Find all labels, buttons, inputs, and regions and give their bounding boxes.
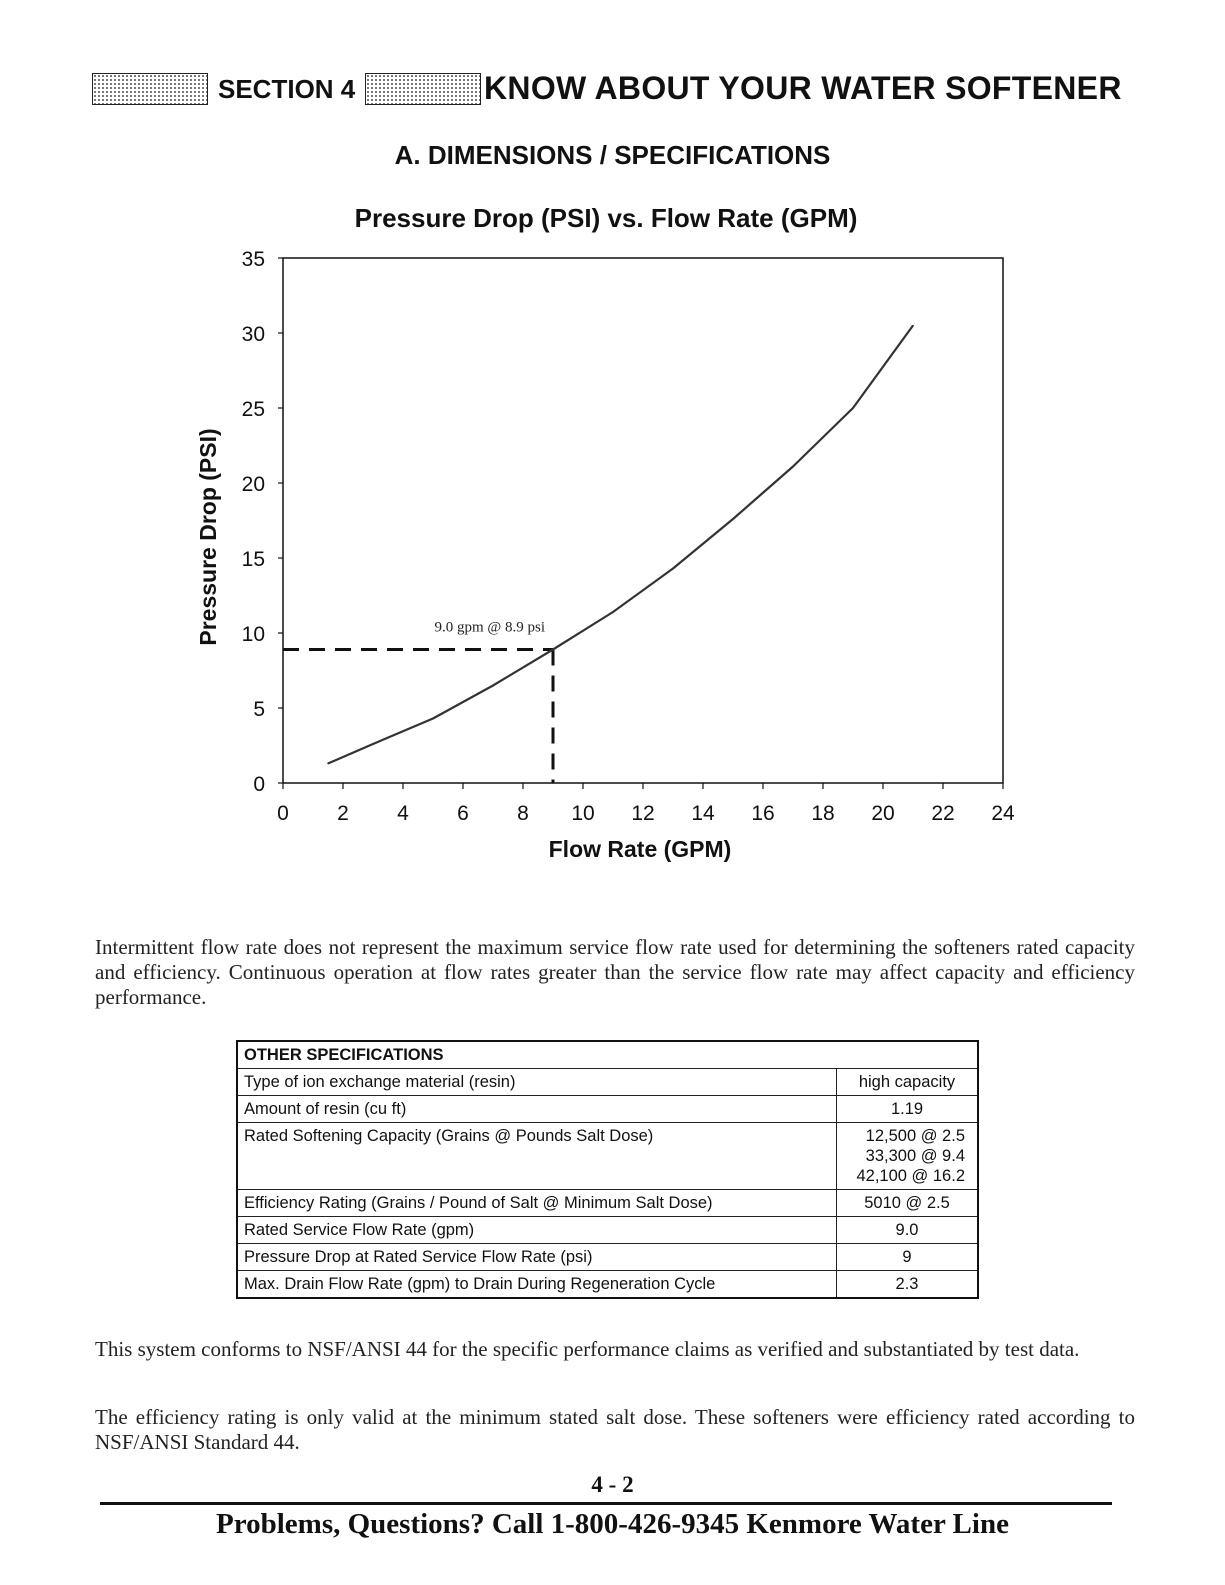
efficiency-note: The efficiency rating is only valid at the minimum stated salt dose. These softeners were efficiency rated according to NSF/ANSI Standard 44. — [95, 1405, 1135, 1454]
series-point — [612, 611, 614, 613]
series-point — [552, 649, 554, 651]
intermittent-flow-note: Intermittent flow rate does not represent the maximum service flow rate used for determining the softeners rated capacity and efficiency. Continuous operation at flow rates greater than the service flow rate may affect capacity and efficiency performance. — [95, 935, 1135, 1009]
y-axis-ticks — [242, 248, 283, 796]
spec-value — [837, 1123, 979, 1190]
x-tick-label: 6 — [457, 802, 469, 825]
spec-label: Amount of resin (cu ft) — [237, 1096, 837, 1123]
spec-label: Rated Softening Capacity (Grains @ Pounds Salt Dose) — [237, 1123, 837, 1190]
series-point — [672, 568, 674, 570]
series-point — [372, 743, 374, 745]
x-tick-label: 20 — [871, 802, 895, 825]
spec-value-line: 42,100 @ 16.2 — [856, 1167, 965, 1185]
spec-value: 5010 @ 2.5 — [837, 1190, 979, 1217]
spec-value-line: 12,500 @ 2.5 — [865, 1127, 965, 1145]
x-tick-label: 16 — [751, 802, 775, 825]
chart-svg — [0, 195, 1225, 875]
table-heading: OTHER SPECIFICATIONS — [237, 1041, 978, 1069]
x-tick-label: 12 — [631, 802, 655, 825]
y-tick-label: 0 — [253, 773, 265, 796]
x-tick-label: 18 — [811, 802, 835, 825]
pressure-drop-chart — [0, 195, 1225, 875]
spec-value: high capacity — [837, 1069, 979, 1096]
x-tick-label: 8 — [517, 802, 529, 825]
x-tick-label: 0 — [277, 802, 289, 825]
footer-helpline: Problems, Questions? Call 1-800-426-9345 Kenmore Water Line — [216, 1508, 1009, 1540]
series-point — [732, 518, 734, 520]
spec-value: 9 — [837, 1244, 979, 1271]
spec-label: Pressure Drop at Rated Service Flow Rate (psi) — [237, 1244, 837, 1271]
y-tick-label: 30 — [241, 323, 265, 346]
spec-value: 1.19 — [837, 1096, 979, 1123]
series-point — [492, 685, 494, 687]
y-axis-label: Pressure Drop (PSI) — [195, 428, 221, 646]
y-tick-label: 25 — [241, 398, 265, 421]
table-row — [237, 1271, 978, 1299]
y-tick-label: 15 — [241, 548, 265, 571]
x-axis-label: Flow Rate (GPM) — [548, 836, 732, 862]
footer-divider — [100, 1502, 1112, 1505]
page-number: 4 - 2 — [591, 1472, 634, 1497]
other-specifications-table — [236, 1040, 979, 1299]
subheading — [0, 140, 1225, 171]
header-pattern-block — [92, 73, 208, 105]
spec-label: Max. Drain Flow Rate (gpm) to Drain During Regeneration Cycle — [237, 1271, 837, 1299]
y-tick-label: 10 — [241, 623, 265, 646]
header-pattern-block — [365, 73, 481, 105]
spec-value-line: 33,300 @ 9.4 — [865, 1147, 965, 1165]
series-point — [852, 407, 854, 409]
x-tick-label: 14 — [691, 802, 715, 825]
x-tick-label: 4 — [397, 802, 409, 825]
y-tick-label: 20 — [241, 473, 265, 496]
series-line — [328, 326, 913, 764]
table-row — [237, 1217, 978, 1244]
section-label: SECTION 4 — [218, 74, 356, 104]
x-axis-ticks — [277, 783, 1015, 825]
series-point — [792, 466, 794, 468]
y-tick-label: 5 — [253, 698, 265, 721]
table-row — [237, 1096, 978, 1123]
table-row — [237, 1069, 978, 1096]
chart-title: Pressure Drop (PSI) vs. Flow Rate (GPM) — [354, 203, 858, 233]
spec-label: Type of ion exchange material (resin) — [237, 1069, 837, 1096]
plot-frame — [283, 258, 1003, 783]
table-row — [237, 1244, 978, 1271]
x-tick-label: 22 — [931, 802, 955, 825]
spec-value: 2.3 — [837, 1271, 979, 1299]
x-tick-label: 2 — [337, 802, 349, 825]
x-tick-label: 24 — [991, 802, 1015, 825]
table-row — [237, 1190, 978, 1217]
page-title: KNOW ABOUT YOUR WATER SOFTENER — [484, 70, 1122, 106]
section-header — [92, 70, 1122, 110]
spec-label: Rated Service Flow Rate (gpm) — [237, 1217, 837, 1244]
subheading-text: A. DIMENSIONS / SPECIFICATIONS — [394, 140, 831, 170]
series-group — [327, 325, 914, 765]
series-point — [432, 718, 434, 720]
x-tick-label: 10 — [571, 802, 595, 825]
annotation-label: 9.0 gpm @ 8.9 psi — [434, 619, 545, 636]
spec-label: Efficiency Rating (Grains / Pound of Salt @ Minimum Salt Dose) — [237, 1190, 837, 1217]
y-tick-label: 35 — [241, 248, 265, 271]
spec-value: 9.0 — [837, 1217, 979, 1244]
nsf-conformance-note: This system conforms to NSF/ANSI 44 for the specific performance claims as verified and substantiated by test data. — [95, 1337, 1080, 1361]
table-header-row — [237, 1041, 978, 1069]
series-point — [327, 763, 329, 765]
table-row — [237, 1123, 978, 1190]
annotation-group — [283, 620, 553, 784]
series-point — [912, 325, 914, 327]
